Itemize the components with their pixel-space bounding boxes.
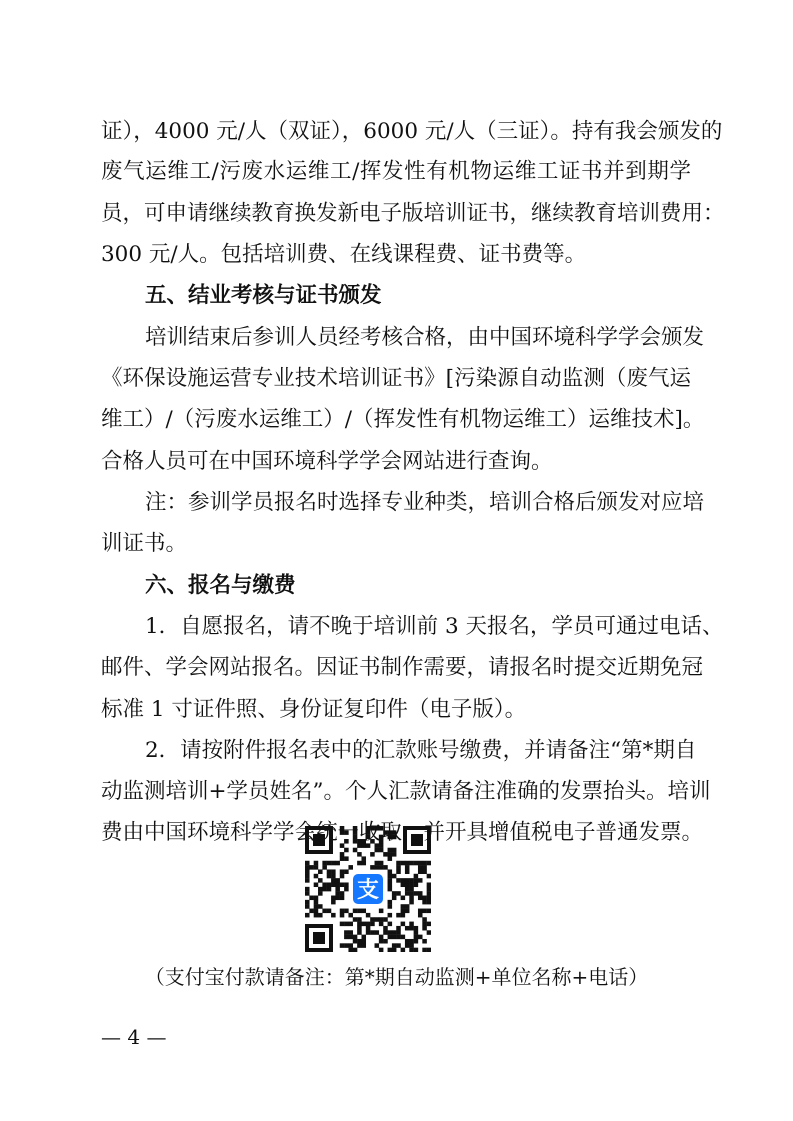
paragraph-line: 1．自愿报名，请不晚于培训前 3 天报名，学员可通过电话、	[145, 614, 724, 639]
paragraph-line: 培训结束后参训人员经考核合格，由中国环境科学学会颁发	[145, 325, 705, 350]
paragraph-line: 动监测培训+学员姓名”。个人汇款请备注准确的发票抬头。培训	[101, 779, 711, 804]
paragraph-line: 《环保设施运营专业技术培训证书》[污染源自动监测（废气运	[101, 366, 691, 391]
note-line: 注：参训学员报名时选择专业种类，培训合格后颁发对应培	[145, 490, 705, 515]
paragraph-line: 员，可申请继续教育换发新电子版培训证书，继续教育培训费用：	[101, 201, 725, 226]
paragraph-line: 合格人员可在中国环境科学学会网站进行查询。	[101, 449, 553, 474]
paragraph-line: 2．请按附件报名表中的汇款账号缴费，并请备注“第*期自	[145, 738, 697, 763]
note-line: 训证书。	[101, 531, 188, 556]
page-number: — 4 —	[101, 1025, 167, 1049]
paragraph-line: 300 元/人。包括培训费、在线课程费、证书费等。	[101, 242, 587, 267]
section-heading-6: 六、报名与缴费	[145, 573, 296, 598]
payment-caption: （支付宝付款请备注：第*期自动监测+单位名称+电话）	[144, 965, 649, 989]
section-heading-5: 五、结业考核与证书颁发	[145, 283, 382, 308]
paragraph-line: 费由中国环境科学学会统一收取，并开具增值税电子普通发票。	[101, 820, 704, 845]
paragraph-line: 维工）/（污废水运维工）/（挥发性有机物运维工）运维技术]。	[101, 407, 705, 432]
alipay-logo-icon: 支	[356, 878, 380, 903]
paragraph-line: 证），4000 元/人（双证），6000 元/人（三证）。持有我会颁发的	[101, 119, 723, 144]
paragraph-line: 邮件、学会网站报名。因证书制作需要，请报名时提交近期免冠	[101, 655, 704, 680]
paragraph-line: 标准 1 寸证件照、身份证复印件（电子版）。	[101, 697, 527, 722]
paragraph-line: 废气运维工/污废水运维工/挥发性有机物运维工证书并到期学	[101, 159, 691, 184]
